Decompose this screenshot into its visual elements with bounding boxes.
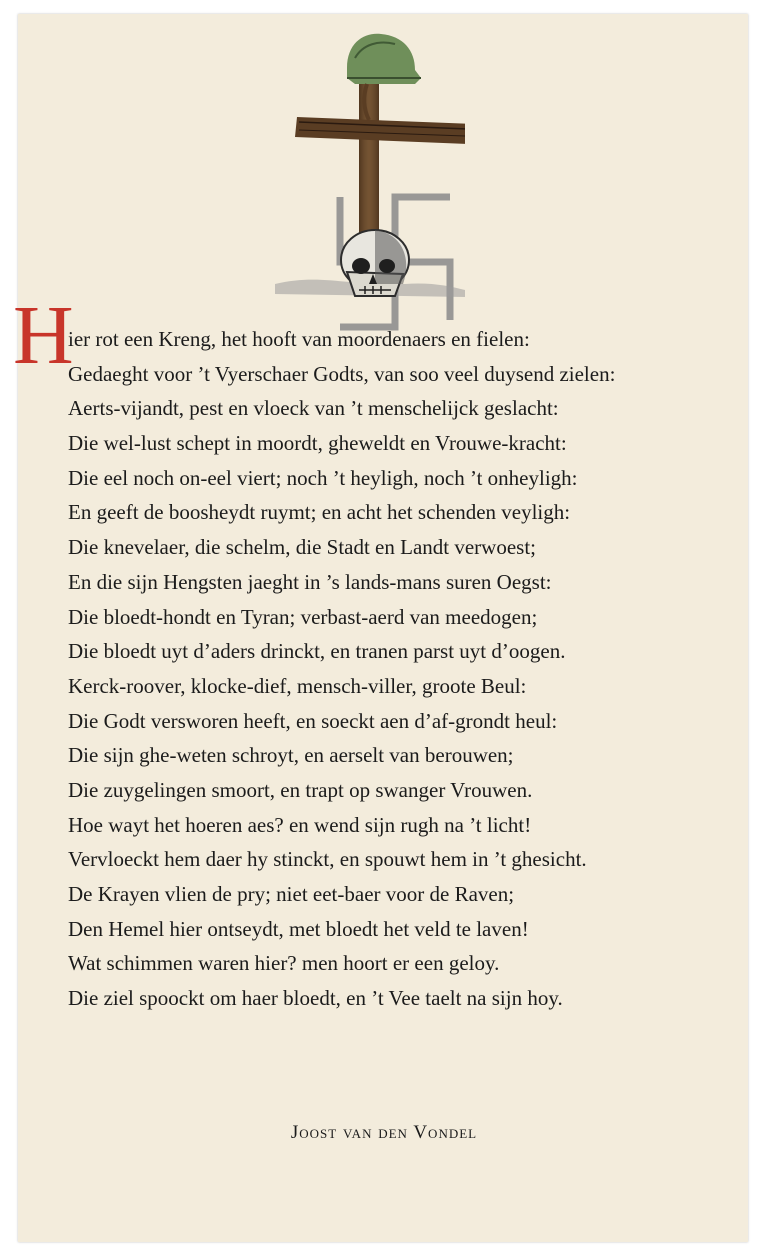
drop-cap: H — [13, 289, 74, 382]
poem-line: Den Hemel hier ontseydt, met bloedt het veld te laven! — [68, 916, 529, 941]
poem-line: Hoe wayt het hoeren aes? en wend sijn rugh na ’t licht! — [68, 812, 532, 837]
poem-line: Wat schimmen waren hier? men hoort er een geloy. — [68, 951, 500, 976]
poem-line: Die knevelaer, die schelm, die Stadt en Landt verwoest; — [68, 535, 536, 560]
poem-line: Die sijn ghe-weten schroyt, en aerselt van berouwen; — [68, 743, 514, 768]
poem-line: De Krayen vlien de pry; niet eet-baer voor de Raven; — [68, 882, 515, 906]
poem-line: En geeft de boosheydt ruymt; en acht het schenden veyligh: — [68, 500, 571, 525]
poem — [13, 289, 728, 1016]
grave-illustration — [255, 22, 465, 342]
poem-line: Kerck-roover, klocke-dief, mensch-viller, groote Beul: — [68, 673, 527, 698]
poem-line: Gedaeght voor ’t Vyerschaer Godts, van soo veel duysend zielen: — [68, 361, 616, 386]
poem-line: Aerts-vijandt, pest en vloeck van ’t menschelijck geslacht: — [68, 396, 559, 421]
poem-line: En die sijn Hengsten jaeght in ’s lands-mans suren Oegst: — [68, 569, 552, 594]
author-name: Joost van den Vondel — [290, 1122, 478, 1143]
poem-line: Die ziel spoockt om haer bloedt, en ’t Vee taelt na sijn hoy. — [68, 986, 563, 1011]
poem-line: Die Godt versworen heeft, en soeckt aen d’af-grondt heul: — [68, 708, 558, 733]
skull-icon — [341, 230, 409, 296]
poem-line: Vervloeckt hem daer hy stinckt, en spouwt hem in ’t ghesicht. — [68, 847, 587, 872]
poem-line: Die zuygelingen smoort, en trapt op swanger Vrouwen. — [68, 777, 533, 802]
poem-line: Die wel-lust schept in moordt, gheweldt en Vrouwe-kracht: — [68, 431, 567, 456]
helmet-icon — [347, 34, 421, 120]
poem-first-line-text: ier rot een Kreng, het hooft van moordenaers en fielen: — [68, 327, 530, 351]
poem-line: Die bloedt uyt d’aders drinckt, en tranen parst uyt d’oogen. — [68, 639, 566, 664]
poem-line: Die bloedt-hondt en Tyran; verbast-aerd van meedogen; — [68, 604, 538, 629]
poem-line: Die eel noch on-eel viert; noch ’t heyligh, noch ’t onheyligh: — [68, 465, 578, 490]
